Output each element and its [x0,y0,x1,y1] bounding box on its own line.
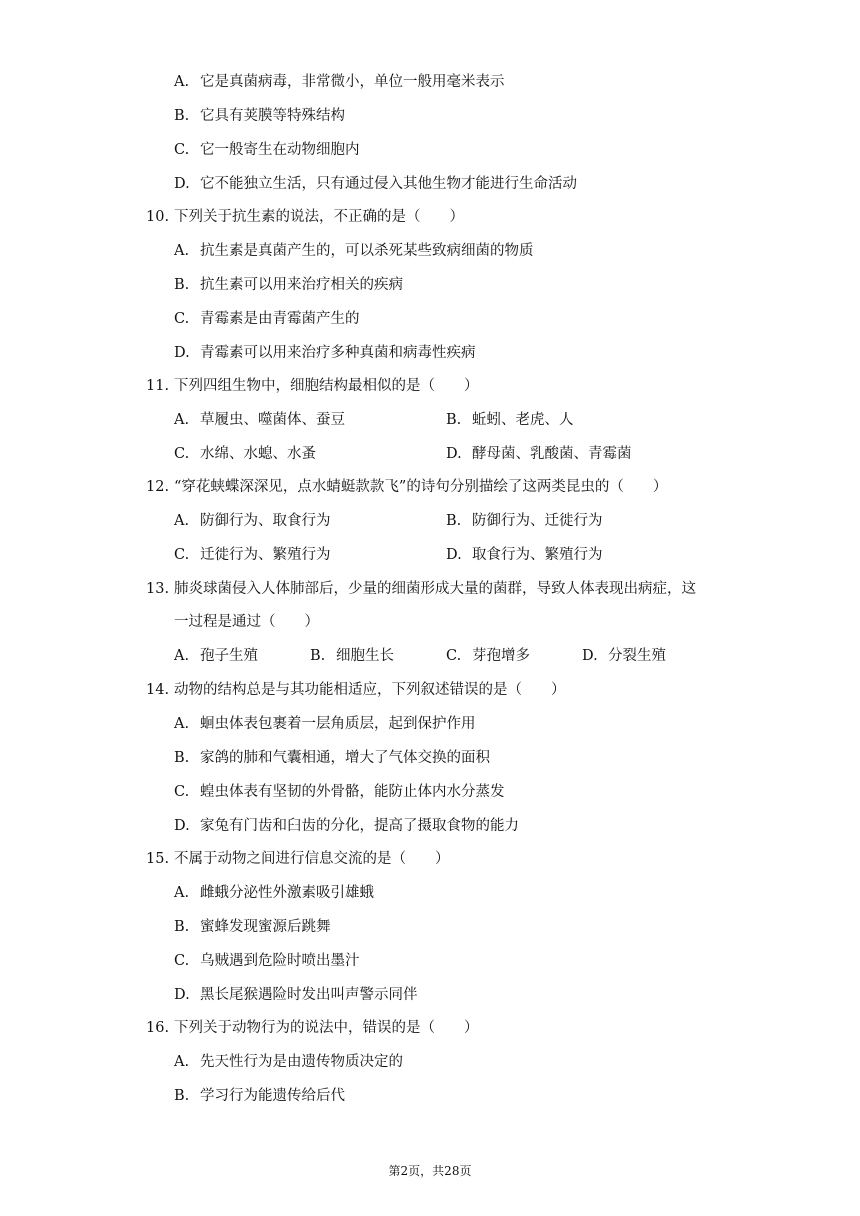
q15-option-b: B. 蜜蜂发现蜜源后跳舞 [174,919,331,935]
q13-option-b: B. 细胞生长 [310,648,394,664]
q10-option-d: D. 青霉素可以用来治疗多种真菌和病毒性疾病 [174,345,476,361]
page-footer: 第2页，共28页 [388,1164,472,1178]
q10-stem: 10. 下列关于抗生素的说法，不正确的是（ ） [146,209,464,225]
q11-option-b: B. 蚯蚓、老虎、人 [446,412,574,428]
q13-stem-continued: 一过程是通过（ ） [174,614,319,630]
q13-option-d: D. 分裂生殖 [582,648,666,664]
q12-option-c: C. 迁徙行为、繁殖行为 [174,547,331,563]
q14-option-a: A. 蛔虫体表包裹着一层角质层，起到保护作用 [174,716,476,732]
q11-option-d: D. 酵母菌、乳酸菌、青霉菌 [446,446,632,462]
q9-option-a: A. 它是真菌病毒，非常微小，单位一般用毫米表示 [174,74,505,90]
q12-stem: 12. “穿花蛱蝶深深见，点水蜻蜓款款飞”的诗句分别描绘了这两类昆虫的（ ） [146,479,668,495]
q11-stem: 11. 下列四组生物中，细胞结构最相似的是（ ） [146,378,479,394]
q11-option-a: A. 草履虫、噬菌体、蚕豆 [174,412,345,428]
q15-stem: 15. 不属于动物之间进行信息交流的是（ ） [146,851,450,867]
q14-option-c: C. 蝗虫体表有坚韧的外骨骼，能防止体内水分蒸发 [174,784,505,800]
q10-option-c: C. 青霉素是由青霉菌产生的 [174,311,360,327]
q9-option-d: D. 它不能独立生活，只有通过侵入其他生物才能进行生命活动 [174,176,577,192]
q14-option-d: D. 家兔有门齿和臼齿的分化，提高了摄取食物的能力 [174,818,519,834]
q11-option-c: C. 水绵、水螅、水蚤 [174,446,316,462]
q13-option-c: C. 芽孢增多 [446,648,530,664]
q16-option-b: B. 学习行为能遗传给后代 [174,1088,345,1104]
q13-stem: 13. 肺炎球菌侵入人体肺部后，少量的细菌形成大量的菌群，导致人体表现出病症，这 [146,581,696,597]
q12-option-b: B. 防御行为、迁徙行为 [446,513,603,529]
q9-option-c: C. 它一般寄生在动物细胞内 [174,142,360,158]
q13-option-a: A. 孢子生殖 [174,648,258,664]
q12-option-d: D. 取食行为、繁殖行为 [446,547,603,563]
q15-option-c: C. 乌贼遇到危险时喷出墨汁 [174,953,360,969]
q16-stem: 16. 下列关于动物行为的说法中，错误的是（ ） [146,1020,479,1036]
q14-stem: 14. 动物的结构总是与其功能相适应，下列叙述错误的是（ ） [146,682,566,698]
q15-option-d: D. 黑长尾猴遇险时发出叫声警示同伴 [174,987,418,1003]
q14-option-b: B. 家鸽的肺和气囊相通，增大了气体交换的面积 [174,750,490,766]
q10-option-b: B. 抗生素可以用来治疗相关的疾病 [174,277,403,293]
q15-option-a: A. 雌蛾分泌性外激素吸引雄蛾 [174,885,374,901]
q16-option-a: A. 先天性行为是由遗传物质决定的 [174,1054,403,1070]
q12-option-a: A. 防御行为、取食行为 [174,513,331,529]
q9-option-b: B. 它具有荚膜等特殊结构 [174,108,345,124]
q10-option-a: A. 抗生素是真菌产生的，可以杀死某些致病细菌的物质 [174,243,534,259]
